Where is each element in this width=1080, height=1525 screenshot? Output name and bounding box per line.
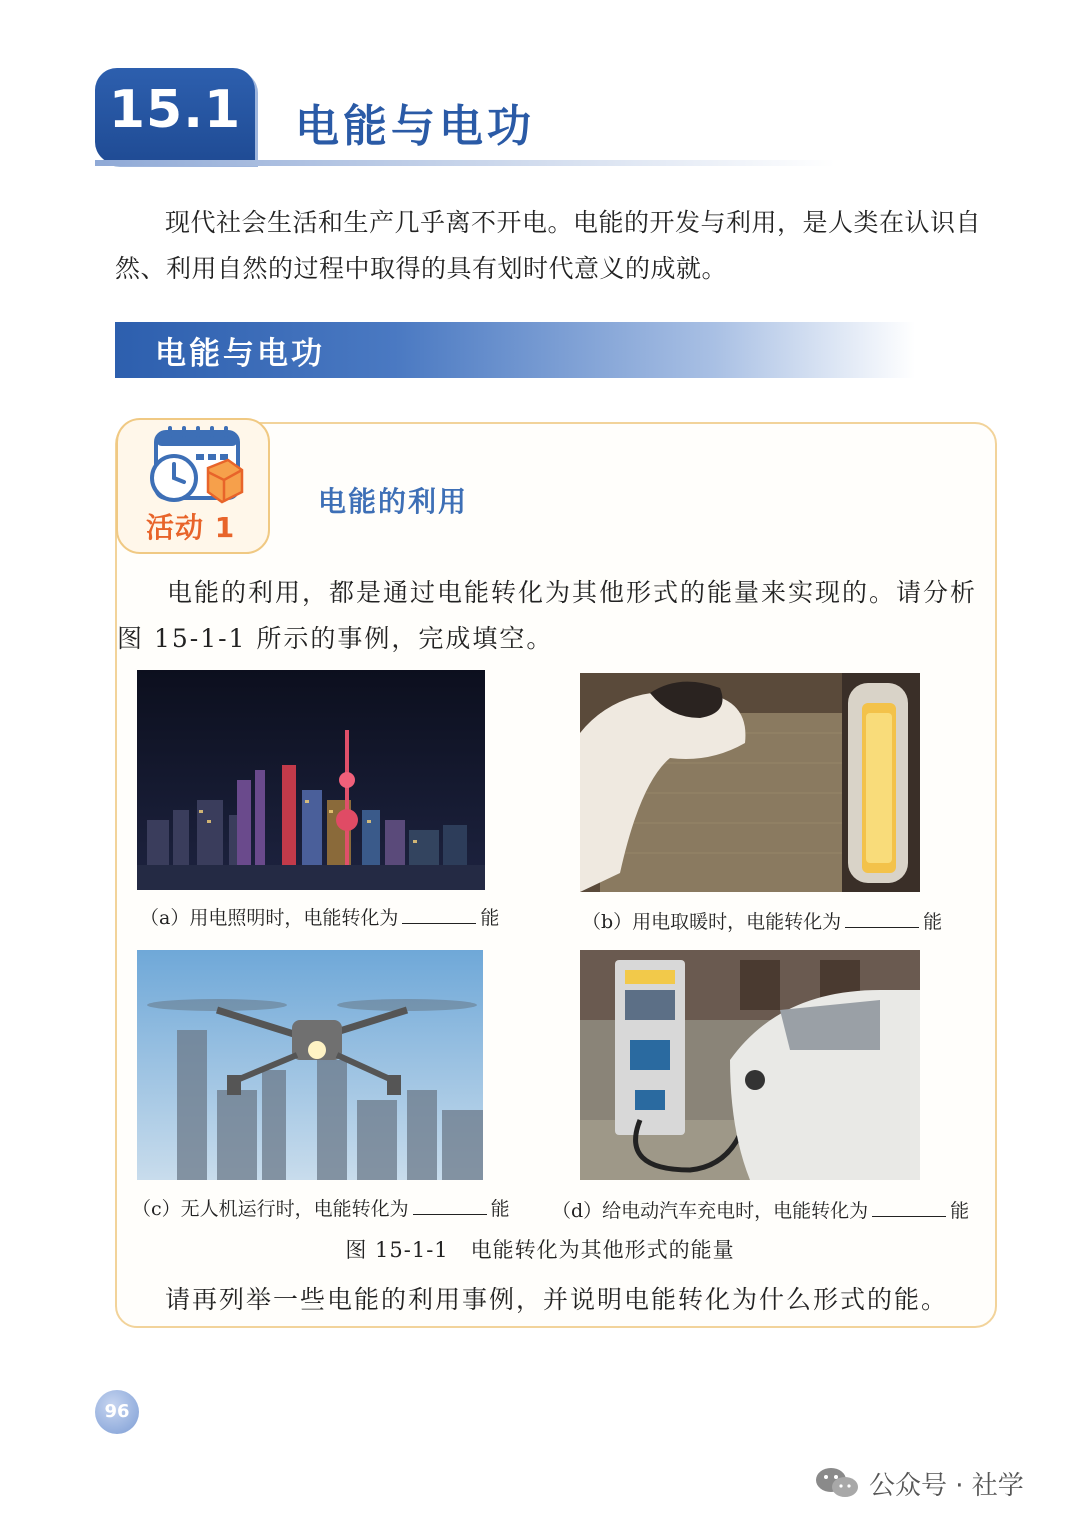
section-underline bbox=[95, 160, 835, 166]
figure-b-caption-suffix: 能 bbox=[923, 911, 943, 933]
activity-badge-label: 活动 1 bbox=[146, 511, 236, 544]
activity-badge bbox=[116, 418, 270, 554]
drone-photo bbox=[137, 950, 483, 1180]
city-night-skyline-photo bbox=[137, 670, 485, 890]
figure-d-caption bbox=[552, 1196, 969, 1223]
figure-d-caption-suffix: 能 bbox=[950, 1200, 970, 1222]
subsection-title: 电能与电功 bbox=[155, 336, 325, 372]
section-title: 电能与电功 bbox=[295, 101, 535, 152]
figure-a-blank[interactable] bbox=[402, 922, 476, 924]
watermark bbox=[815, 1460, 1024, 1506]
calendar-clock-box-icon bbox=[144, 426, 244, 508]
section-number: 15.1 bbox=[108, 80, 242, 140]
figure-c-blank[interactable] bbox=[413, 1213, 487, 1215]
section-number-box bbox=[95, 68, 255, 164]
figure-a-caption bbox=[140, 903, 499, 930]
dog-heater-photo bbox=[580, 673, 920, 892]
figure-c-caption-suffix: 能 bbox=[490, 1198, 510, 1220]
activity-title: 电能的利用 bbox=[318, 485, 469, 518]
closing-question: 请再列举一些电能的利用事例，并说明电能转化为什么形式的能。 bbox=[165, 1285, 949, 1314]
section-header bbox=[95, 68, 835, 168]
figure-b-caption-text: （b）用电取暖时，电能转化为 bbox=[582, 911, 842, 933]
figure-c-caption-text: （c）无人机运行时，电能转化为 bbox=[132, 1198, 409, 1220]
activity-instructions: 电能的利用，都是通过电能转化为其他形式的能量来实现的。请分析图 15-1-1 所示的事例，完成填空。 bbox=[117, 578, 978, 653]
intro-paragraph: 现代社会生活和生产几乎离不开电。电能的开发与利用，是人类在认识自然、利用自然的过程中取得的具有划时代意义的成就。 bbox=[115, 208, 982, 283]
figure-a-caption-suffix: 能 bbox=[480, 907, 500, 929]
subsection-banner bbox=[115, 322, 915, 378]
figure-a-caption-text: （a）用电照明时，电能转化为 bbox=[140, 907, 399, 929]
figure-b-caption bbox=[582, 907, 942, 934]
ev-charging-photo bbox=[580, 950, 920, 1180]
watermark-text: 公众号 · 社学 bbox=[869, 1470, 1024, 1501]
figure-d-blank[interactable] bbox=[872, 1215, 946, 1217]
figure-b-blank[interactable] bbox=[845, 926, 919, 928]
page-number: 96 bbox=[95, 1390, 139, 1434]
figure-d-caption-text: （d）给电动汽车充电时，电能转化为 bbox=[552, 1200, 869, 1222]
figure-caption: 图 15-1-1 电能转化为其他形式的能量 bbox=[345, 1238, 735, 1262]
figure-c-caption bbox=[132, 1194, 510, 1221]
wechat-icon bbox=[815, 1465, 859, 1501]
